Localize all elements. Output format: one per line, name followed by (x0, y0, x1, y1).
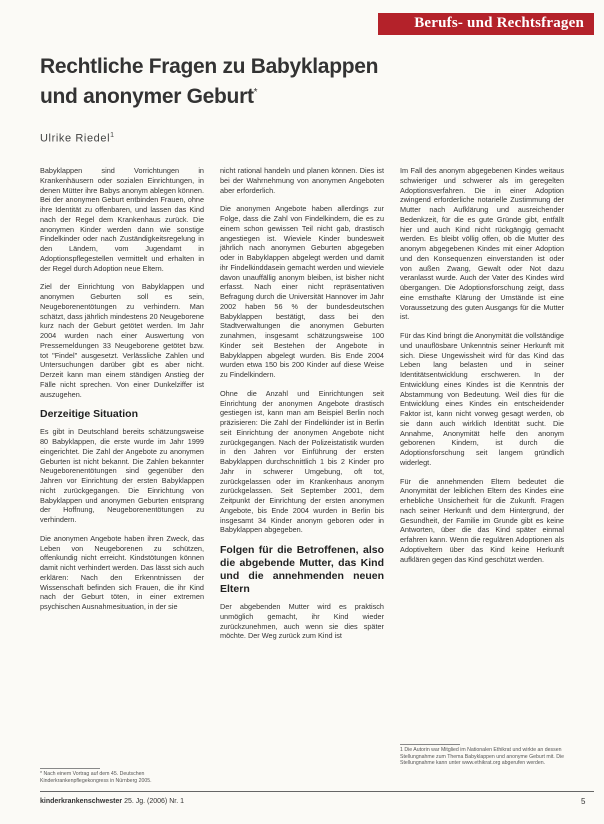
title-line-1: Rechtliche Fragen zu Babyklappen (40, 55, 379, 78)
paragraph: Die anonymen Angebote haben allerdings zur Folge, dass die Zahl von Findelkindern, die es zu einem schon gewissen Teil nicht gab, drastisch angestiegen ist. Wieviele Kinder bundesweit jährlich nach anonymen Geburten abgegeben oder in Babyklappen abgelegt werden und damit ihr Findelkinddasein gemacht werden und wieviele davon unauffällig anonym bleiben, ist bisher nicht erfasst. Nach einer nicht repräsentativen Befragung durch die Universität Hannover im Jahr 2002 haben 56 % der bundesdeutschen Babyklappen bestätigt, dass bei den Stadtverwaltungen die anonymen Geburten zunahmen, insgesamt schätzungsweise 100 Kinder seit Bestehen der Angebote in Babyklappen abgelegt wurden. Bis Ende 2004 wurden etwa 150 bis 200 Kinder auf diese Weise zu Findelkindern. (220, 204, 384, 379)
section-heading: Derzeitige Situation (40, 408, 139, 421)
text-column-3 (400, 166, 564, 573)
section-label: Berufs- und Rechtsfragen (414, 15, 584, 31)
title-footnote-mark: * (253, 87, 258, 98)
paragraph: Im Fall des anonym abgegebenen Kindes weitaus schwieriger und schwerer als im geregelten Adoptionsverfahren. Die in einer Adoption zwingend erforderliche notarielle Zustimmung der Mutter nach Aufklärung und ausreichender Bedenkzeit, für die es gute Gründe gibt, entfällt hier und auch Kind nicht rückgängig gemacht werden. Es bleibt völlig offen, ob die Mutter des anonym abgegebenen Kindes mit einer Adoption und den Konsequenzen einverstanden ist oder von außen Zwang, Gewalt oder Not dazu veranlasst wurde. Auch der Vater des Kindes wird übergangen. Die Adoptionsforschung zeigt, dass eine ernsthafte Klärung der Umstände ist eine Voraussetzung des guten Ausgangs für die Mutter ist. (400, 166, 564, 322)
footnote-1: * Nach einem Vortrag auf dem 45. Deutschen Kinderkrankenpflegekongress in Nürnberg 2005. (40, 771, 152, 784)
paragraph: Für die annehmenden Eltern bedeutet die Anonymität der leiblichen Eltern des Kindes eine erhebliche Unsicherheit für die Zukunft. Fragen nach seiner Herkunft und dem Hintergrund, der Gesundheit, der Familie im Grunde gibt es keine Antworten, über die das Kind später einmal erfahren kann. Wenn die regulären Adoptionen als Adoptiveltern über das Kind keine Herkunft aufklären gegen das Kind geschützt werden. (400, 476, 564, 564)
author-footnote-mark: 1 (110, 132, 115, 139)
paragraph: Ziel der Einrichtung von Babyklappen und anonymen Geburten soll es sein, Neugeborenentötungen zu verhindern. Man schätzt, dass jährlich mindestens 20 Neugeborene kurz nach der Geburt getötet werden. Im Jahr 2004 wurden nach einer Auswertung von Pressemeldungen 33 Neugeborene getötet bzw. tot "Findel" ausgesetzt. Verlässliche Zahlen und Untersuchungen darüber gibt es aber nicht. Derzeit kann man einem ständigen Anstieg der Fälle nicht sprechen. Von einer Dunkelziffer ist auszugehen. (40, 282, 204, 399)
section-heading: Folgen für die Betroffenen, also die abgebende Mutter, das Kind und die annehmenden neuen Eltern (220, 544, 384, 595)
text-column-2 (220, 166, 384, 650)
footnote-rule (400, 744, 460, 745)
paragraph: Für das Kind bringt die Anonymität die vollständige und unauflösbare Unkenntnis seiner Herkunft mit sich. Diese Ungewissheit wird für das Kind das Leben lang belasten und in seiner Identitätsentwicklung erschweren. In der Entwicklung eines Kindes ist die Kenntnis der Abstammung von Bedeutung. Weil dies für die Entwicklung eines Kindes ein entscheidender Faktor ist, kann nicht vorweg gesagt werden, ob sie dann auch wirklich Identität sucht. Die Annahme, Anonymität helfe den anonym geborenen Kindern, ist durch die Adoptionsforschung seit langem gründlich widerlegt. (400, 331, 564, 467)
article-title (40, 54, 420, 110)
title-line-2: und anonymer Geburt (40, 85, 254, 108)
journal-name: kinderkrankenschwester (40, 798, 123, 805)
text-column-1 (40, 166, 204, 621)
section-banner (378, 13, 594, 35)
page-number: 5 (581, 797, 586, 806)
footer-rule (40, 791, 594, 792)
paragraph: Babyklappen sind Vorrichtungen in Krankenhäusern oder sozialen Einrichtungen, in denen Mütter ihre Babys anonym ablegen können. Bei der anonymen Geburt entbinden Frauen, ohne ihre Identität zu offenbaren, und lassen das Kind nach der Regel dem Krankenhaus zurück. Die anonymen Kinder werden dann wie sonstige Findelkinder oder nach Zuständigkeitsregelung in den Ländern, vom Jugendamt in Adoptionspflegestellen vermittelt und erhalten in der Regel durch Adoption neue Eltern. (40, 166, 204, 273)
footnote-2: 1 Die Autorin war Mitglied im Nationalen Ethikrat und wirkte an dessen Stellungnahme zum Thema Babyklappen und anonyme Geburt mit. Die Stellungnahme kann unter www.ethikrat.org abgerufen werden. (400, 747, 564, 767)
author-name: Ulrike Riedel (40, 132, 111, 145)
footnote-rule (40, 768, 100, 769)
paragraph: Es gibt in Deutschland bereits schätzungsweise 80 Babyklappen, die erste wurde im Jahr 1999 eingerichtet. Die Zahl der Angebote zu anonymen Geburten ist nicht bekannt. Die Zahlen bekannter Neugeborenentötungen sind gegenüber den Jahren vor Einrichtung der ersten Babyklappen nicht zurückgegangen. Die Einrichtung von Babyklappen und anonymen Geburten entsprang der Hoffnung, Neugeborenentötungen zu verhindern. (40, 427, 204, 524)
paragraph: Die anonymen Angebote haben ihren Zweck, das Leben von Neugeborenen zu schützen, offenkundig nicht erreicht. Kindstötungen können damit nicht verhindert werden. Das lässt sich auch erklären: Nach den Erkenntnissen der Wissenschaft befinden sich Frauen, die ihr Kind nach der Geburt töten, in einer extremen psychischen Ausnahmesituation, in der sie (40, 533, 204, 611)
paragraph: Ohne die Anzahl und Einrichtungen seit Einrichtung der anonymen Angebote drastisch gestiegen ist, kann man am Beispiel Berlin noch präzisieren: Die Zahl der Findelkinder ist in Berlin seit Einrichtung der anonymen Angebote nicht zurückgegangen. Nach der Polizeistatistik wurden in den Jahren vor Einführung der ersten Babyklappen durchschnittlich 1 bis 2 Kinder pro Jahr in schwerer Umgebung, oft tot, zurückgelassen oder im Krankenhaus anonym zurückgelassen. Seit September 2001, dem Zeitpunkt der Einrichtung der ersten anonymen Angebote, bis Ende 2004 wurden in Berlin bis insgesamt 34 Kinder anonym geboren oder in Babyklappen abgegeben. (220, 388, 384, 535)
issue-info: 25. Jg. (2006) Nr. 1 (124, 798, 184, 805)
paragraph: nicht rational handeln und planen können. Dies ist bei der Wahrnehmung von anonymen Angeboten aber erforderlich. (220, 166, 384, 195)
author-byline (40, 132, 115, 145)
publication-info (40, 798, 184, 805)
paragraph: Der abgebenden Mutter wird es praktisch unmöglich gemacht, ihr Kind wieder zurückzunehmen, auch wenn sie dies später möchte. Der Weg zurück zum Kind ist (220, 602, 384, 641)
